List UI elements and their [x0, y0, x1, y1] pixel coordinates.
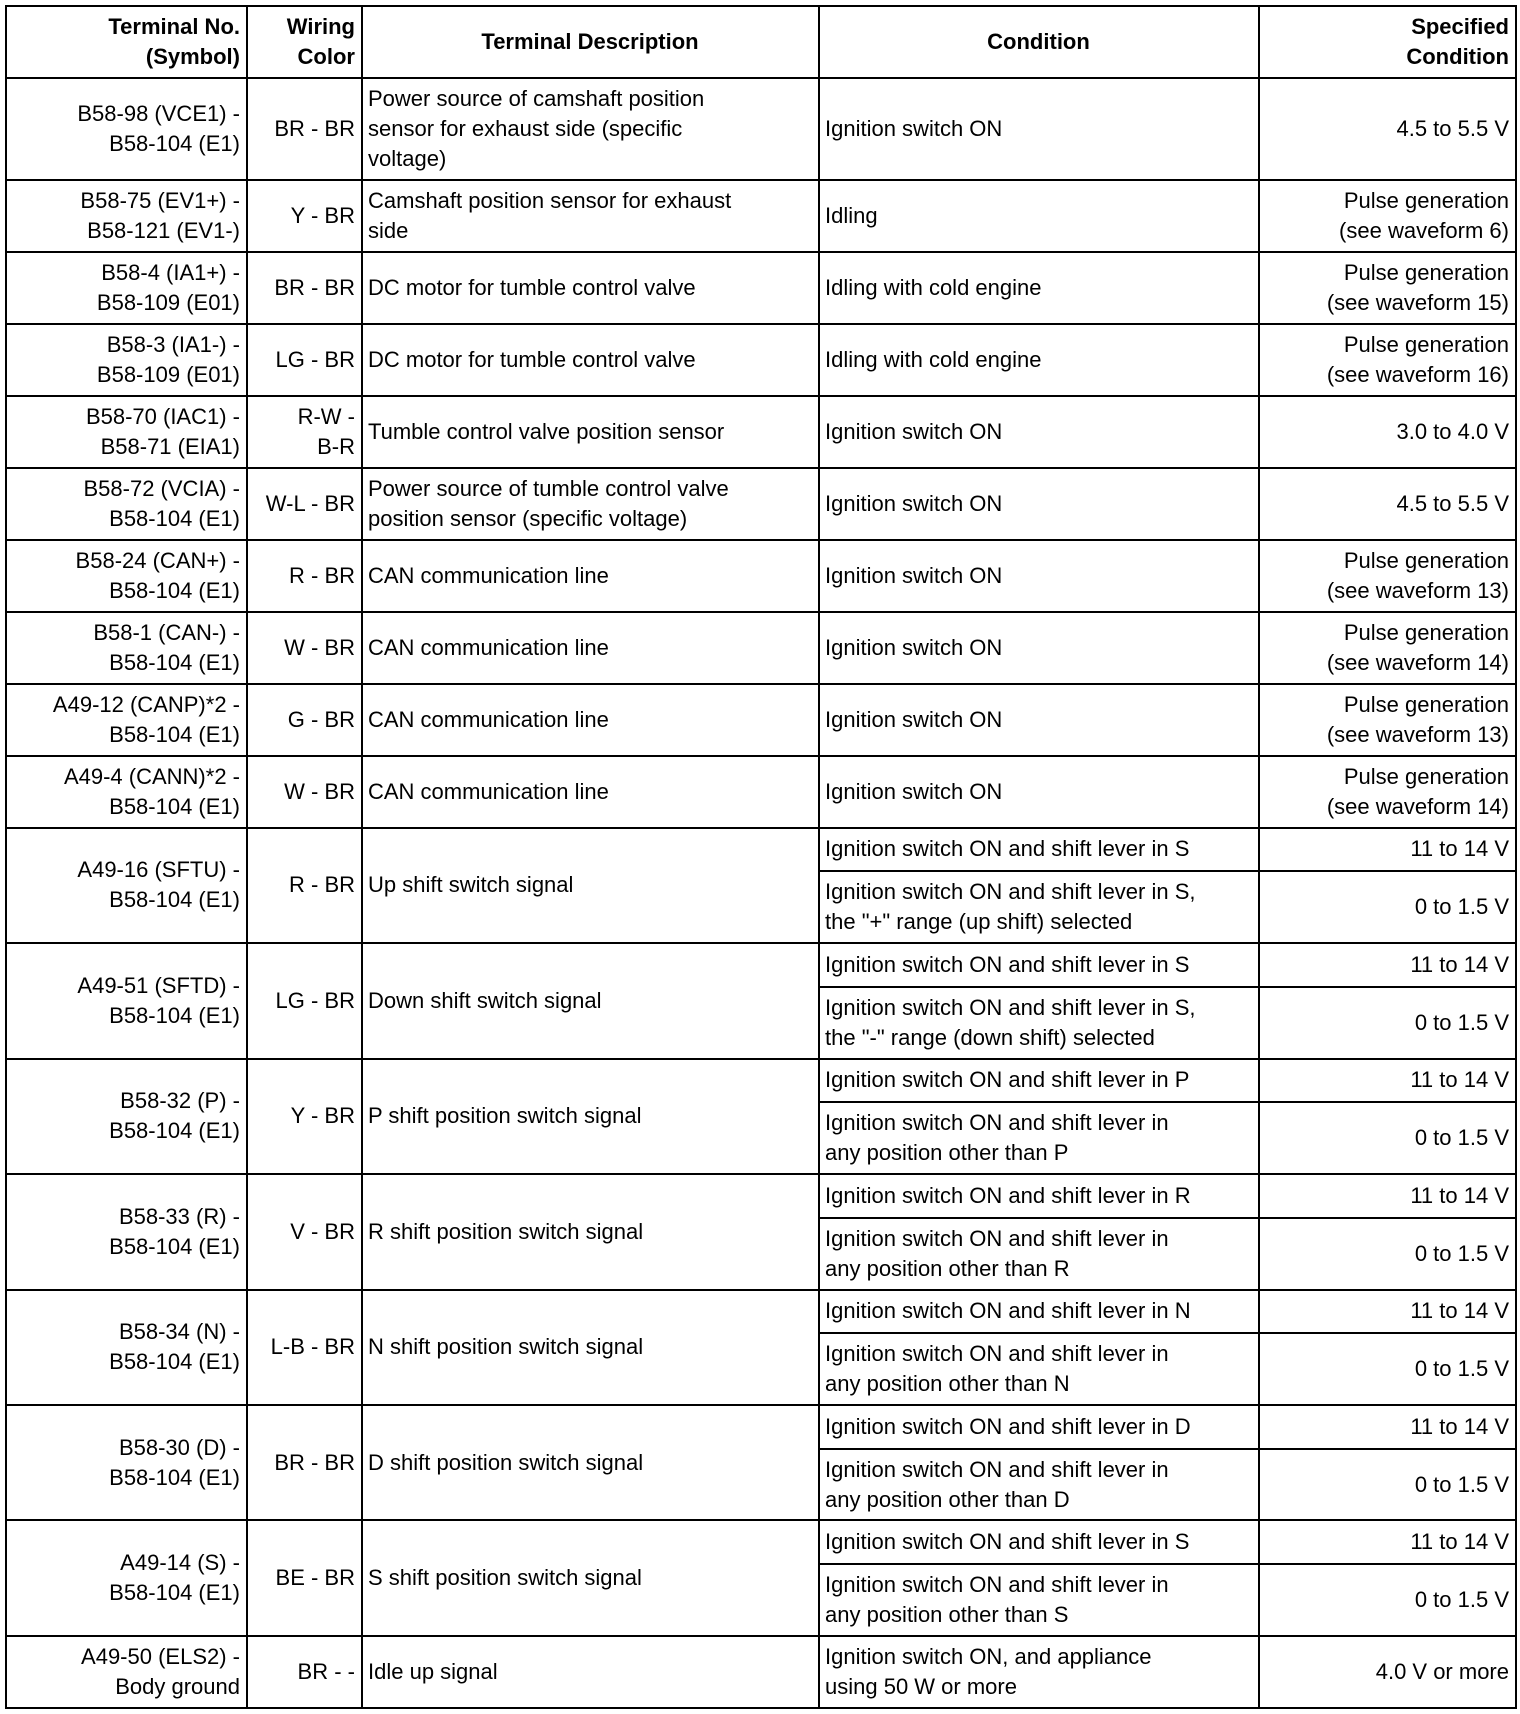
specified-condition-cell: 11 to 14 V	[1259, 1059, 1516, 1103]
terminal-cell: B58-34 (N) - B58-104 (E1)	[6, 1290, 247, 1405]
condition-cell: Ignition switch ON	[819, 468, 1259, 540]
condition-cell: Ignition switch ON	[819, 396, 1259, 468]
wiring-color-cell: G - BR	[247, 684, 362, 756]
terminal-description-cell: Up shift switch signal	[362, 828, 819, 943]
terminal-description-cell: CAN communication line	[362, 540, 819, 612]
table-body	[6, 78, 1516, 1708]
condition-cell: Idling with cold engine	[819, 252, 1259, 324]
wiring-color-cell: Y - BR	[247, 180, 362, 252]
wiring-color-cell: BE - BR	[247, 1520, 362, 1635]
specified-condition-cell: 11 to 14 V	[1259, 828, 1516, 872]
wiring-color-cell: W - BR	[247, 612, 362, 684]
specified-condition-cell: Pulse generation (see waveform 16)	[1259, 324, 1516, 396]
condition-cell: Idling with cold engine	[819, 324, 1259, 396]
terminal-cell: B58-30 (D) - B58-104 (E1)	[6, 1405, 247, 1520]
wiring-color-cell: BR - BR	[247, 78, 362, 180]
terminal-description-cell: N shift position switch signal	[362, 1290, 819, 1405]
specified-condition-cell: 0 to 1.5 V	[1259, 987, 1516, 1059]
specified-condition-cell: 0 to 1.5 V	[1259, 1449, 1516, 1521]
wiring-color-cell: LG - BR	[247, 324, 362, 396]
specified-condition-cell: 0 to 1.5 V	[1259, 1218, 1516, 1290]
terminal-description-cell: DC motor for tumble control valve	[362, 252, 819, 324]
condition-cell: Ignition switch ON	[819, 756, 1259, 828]
specified-condition-cell: 0 to 1.5 V	[1259, 1102, 1516, 1174]
header-row	[6, 6, 1516, 78]
table-row	[6, 1405, 1516, 1449]
wiring-color-cell: R - BR	[247, 540, 362, 612]
header-terminal-description: Terminal Description	[362, 6, 819, 78]
terminal-description-cell: D shift position switch signal	[362, 1405, 819, 1520]
table-row	[6, 1636, 1516, 1708]
condition-cell: Ignition switch ON	[819, 684, 1259, 756]
terminal-cell: B58-33 (R) - B58-104 (E1)	[6, 1174, 247, 1289]
table-row	[6, 684, 1516, 756]
terminal-cell: B58-72 (VCIA) - B58-104 (E1)	[6, 468, 247, 540]
table-row	[6, 78, 1516, 180]
specified-condition-cell: 3.0 to 4.0 V	[1259, 396, 1516, 468]
terminal-description-cell: Down shift switch signal	[362, 943, 819, 1058]
terminal-cell: B58-75 (EV1+) - B58-121 (EV1-)	[6, 180, 247, 252]
specified-condition-cell: Pulse generation (see waveform 6)	[1259, 180, 1516, 252]
condition-cell: Ignition switch ON and shift lever in S	[819, 1520, 1259, 1564]
terminal-description-cell: Idle up signal	[362, 1636, 819, 1708]
wiring-color-cell: Y - BR	[247, 1059, 362, 1174]
condition-cell: Ignition switch ON and shift lever in P	[819, 1059, 1259, 1103]
specified-condition-cell: 11 to 14 V	[1259, 943, 1516, 987]
terminal-cell: B58-4 (IA1+) - B58-109 (E01)	[6, 252, 247, 324]
condition-cell: Ignition switch ON and shift lever in D	[819, 1405, 1259, 1449]
terminal-description-cell: DC motor for tumble control valve	[362, 324, 819, 396]
terminal-description-cell: CAN communication line	[362, 756, 819, 828]
terminal-description-cell: S shift position switch signal	[362, 1520, 819, 1635]
specified-condition-cell: 0 to 1.5 V	[1259, 1333, 1516, 1405]
terminal-cell: B58-98 (VCE1) - B58-104 (E1)	[6, 78, 247, 180]
condition-cell: Ignition switch ON and shift lever in R	[819, 1174, 1259, 1218]
specified-condition-cell: 11 to 14 V	[1259, 1174, 1516, 1218]
terminal-description-cell: P shift position switch signal	[362, 1059, 819, 1174]
condition-cell: Ignition switch ON and shift lever in S, the "+" range (up shift) selected	[819, 871, 1259, 943]
condition-cell: Ignition switch ON	[819, 612, 1259, 684]
condition-cell: Ignition switch ON and shift lever in S	[819, 943, 1259, 987]
specified-condition-cell: Pulse generation (see waveform 13)	[1259, 540, 1516, 612]
wiring-color-cell: R - BR	[247, 828, 362, 943]
specified-condition-cell: 4.5 to 5.5 V	[1259, 468, 1516, 540]
terminal-cell: A49-51 (SFTD) - B58-104 (E1)	[6, 943, 247, 1058]
specified-condition-cell: Pulse generation (see waveform 15)	[1259, 252, 1516, 324]
terminal-cell: A49-16 (SFTU) - B58-104 (E1)	[6, 828, 247, 943]
terminal-description-cell: Power source of camshaft position sensor for exhaust side (specific voltage)	[362, 78, 819, 180]
terminal-cell: B58-24 (CAN+) - B58-104 (E1)	[6, 540, 247, 612]
specified-condition-cell: 0 to 1.5 V	[1259, 871, 1516, 943]
table-row	[6, 324, 1516, 396]
condition-cell: Idling	[819, 180, 1259, 252]
specified-condition-cell: 4.0 V or more	[1259, 1636, 1516, 1708]
wiring-color-cell: BR - BR	[247, 1405, 362, 1520]
specified-condition-cell: 4.5 to 5.5 V	[1259, 78, 1516, 180]
terminal-cell: B58-3 (IA1-) - B58-109 (E01)	[6, 324, 247, 396]
wiring-color-cell: V - BR	[247, 1174, 362, 1289]
terminal-spec-table	[5, 5, 1517, 1709]
wiring-color-cell: L-B - BR	[247, 1290, 362, 1405]
condition-cell: Ignition switch ON and shift lever in any position other than P	[819, 1102, 1259, 1174]
terminal-description-cell: Power source of tumble control valve position sensor (specific voltage)	[362, 468, 819, 540]
terminal-cell: B58-70 (IAC1) - B58-71 (EIA1)	[6, 396, 247, 468]
wiring-color-cell: LG - BR	[247, 943, 362, 1058]
condition-cell: Ignition switch ON and shift lever in S, the "-" range (down shift) selected	[819, 987, 1259, 1059]
condition-cell: Ignition switch ON and shift lever in any position other than D	[819, 1449, 1259, 1521]
table-row	[6, 1520, 1516, 1564]
terminal-description-cell: CAN communication line	[362, 612, 819, 684]
table-row	[6, 943, 1516, 987]
specified-condition-cell: 11 to 14 V	[1259, 1520, 1516, 1564]
condition-cell: Ignition switch ON	[819, 78, 1259, 180]
table-row	[6, 1290, 1516, 1334]
table-row	[6, 396, 1516, 468]
table-row	[6, 612, 1516, 684]
wiring-color-cell: W - BR	[247, 756, 362, 828]
condition-cell: Ignition switch ON, and appliance using 50 W or more	[819, 1636, 1259, 1708]
header-specified-condition: Specified Condition	[1259, 6, 1516, 78]
header-wiring-color: Wiring Color	[247, 6, 362, 78]
table-row	[6, 252, 1516, 324]
terminal-cell: A49-14 (S) - B58-104 (E1)	[6, 1520, 247, 1635]
condition-cell: Ignition switch ON	[819, 540, 1259, 612]
specified-condition-cell: 11 to 14 V	[1259, 1405, 1516, 1449]
wiring-color-cell: BR - -	[247, 1636, 362, 1708]
table-row	[6, 180, 1516, 252]
terminal-cell: A49-4 (CANN)*2 - B58-104 (E1)	[6, 756, 247, 828]
wiring-color-cell: BR - BR	[247, 252, 362, 324]
condition-cell: Ignition switch ON and shift lever in any position other than N	[819, 1333, 1259, 1405]
terminal-cell: B58-1 (CAN-) - B58-104 (E1)	[6, 612, 247, 684]
table-row	[6, 468, 1516, 540]
condition-cell: Ignition switch ON and shift lever in S	[819, 828, 1259, 872]
condition-cell: Ignition switch ON and shift lever in any position other than R	[819, 1218, 1259, 1290]
specified-condition-cell: Pulse generation (see waveform 14)	[1259, 756, 1516, 828]
terminal-description-cell: R shift position switch signal	[362, 1174, 819, 1289]
terminal-cell: A49-50 (ELS2) - Body ground	[6, 1636, 247, 1708]
wiring-color-cell: R-W - B-R	[247, 396, 362, 468]
condition-cell: Ignition switch ON and shift lever in N	[819, 1290, 1259, 1334]
table-row	[6, 540, 1516, 612]
terminal-description-cell: Camshaft position sensor for exhaust side	[362, 180, 819, 252]
table-row	[6, 1059, 1516, 1103]
table-row	[6, 1174, 1516, 1218]
specified-condition-cell: 11 to 14 V	[1259, 1290, 1516, 1334]
header-terminal: Terminal No. (Symbol)	[6, 6, 247, 78]
table-row	[6, 756, 1516, 828]
header-condition: Condition	[819, 6, 1259, 78]
specified-condition-cell: Pulse generation (see waveform 13)	[1259, 684, 1516, 756]
wiring-color-cell: W-L - BR	[247, 468, 362, 540]
condition-cell: Ignition switch ON and shift lever in any position other than S	[819, 1564, 1259, 1636]
table-row	[6, 828, 1516, 872]
terminal-description-cell: Tumble control valve position sensor	[362, 396, 819, 468]
terminal-description-cell: CAN communication line	[362, 684, 819, 756]
terminal-cell: A49-12 (CANP)*2 - B58-104 (E1)	[6, 684, 247, 756]
specified-condition-cell: Pulse generation (see waveform 14)	[1259, 612, 1516, 684]
specified-condition-cell: 0 to 1.5 V	[1259, 1564, 1516, 1636]
terminal-cell: B58-32 (P) - B58-104 (E1)	[6, 1059, 247, 1174]
